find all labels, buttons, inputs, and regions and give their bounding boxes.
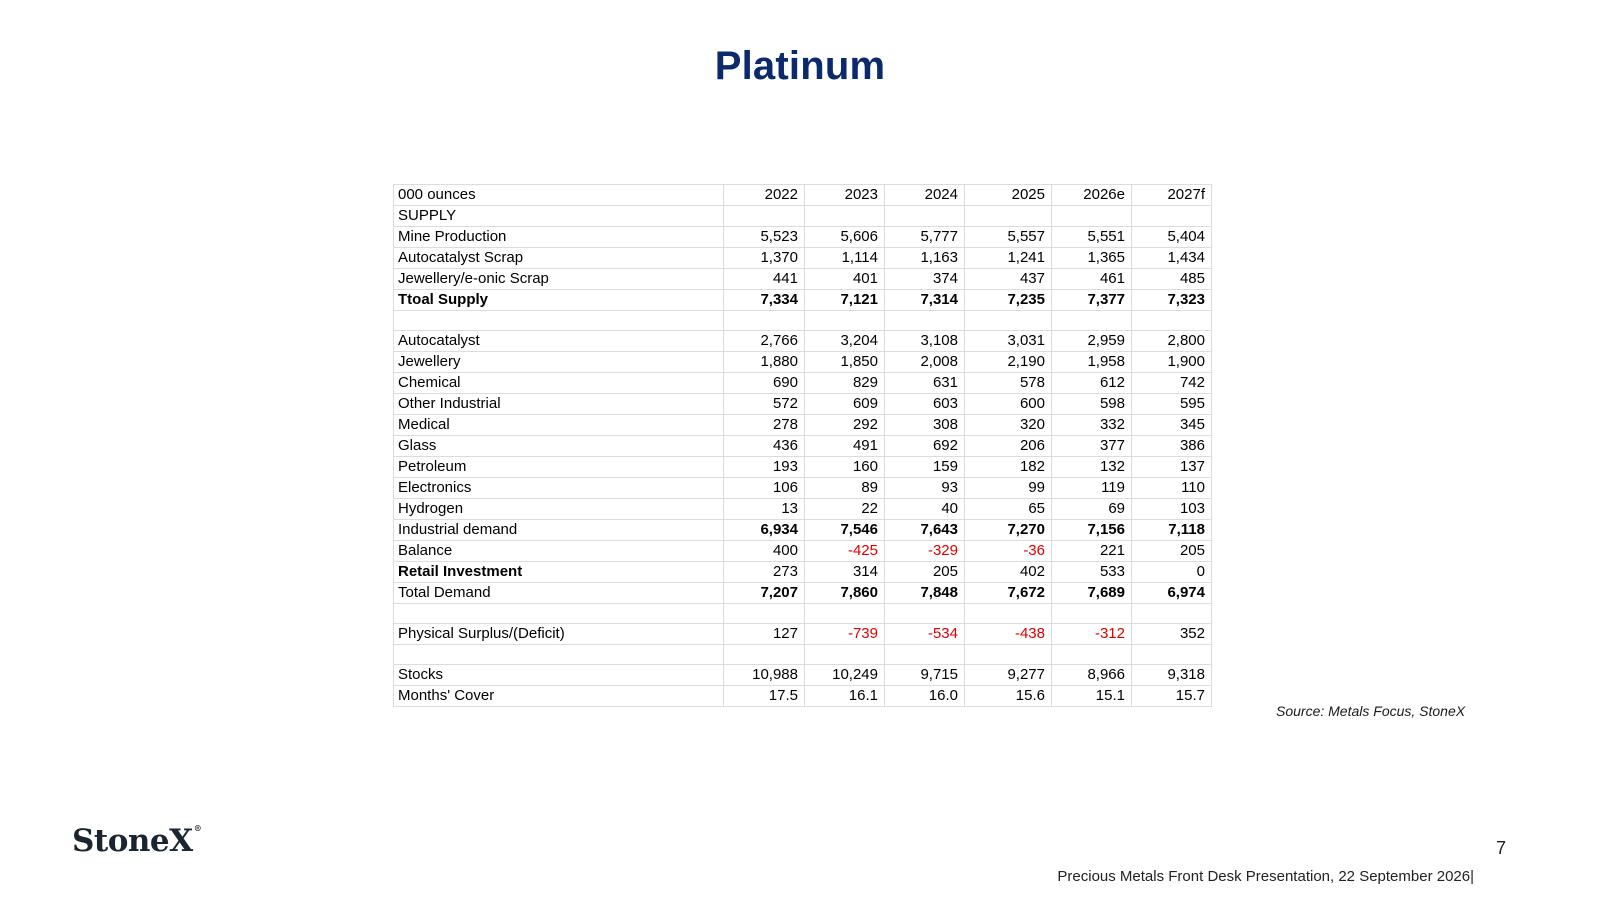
value-cell: 1,114 [805,248,885,269]
header-cell-year: 2027f [1132,185,1212,206]
value-cell: 7,314 [885,290,965,311]
value-cell: 400 [724,541,805,562]
value-cell: 7,235 [965,290,1052,311]
value-cell: 40 [885,499,965,520]
row-label: Other Industrial [394,394,724,415]
value-cell: 1,434 [1132,248,1212,269]
value-cell: 7,643 [885,520,965,541]
value-cell: 1,900 [1132,352,1212,373]
value-cell: 160 [805,457,885,478]
page-title: Platinum [714,44,886,88]
value-cell: 103 [1132,499,1212,520]
value-cell [885,206,965,227]
row-label: Medical [394,415,724,436]
value-cell: 5,404 [1132,227,1212,248]
value-cell: 7,546 [805,520,885,541]
value-cell: 15.6 [965,686,1052,707]
row-label [394,311,724,331]
header-cell-year: 2026e [1052,185,1132,206]
table-row [394,394,1212,415]
value-cell: 386 [1132,436,1212,457]
row-label: Stocks [394,665,724,686]
value-cell [724,311,805,331]
value-cell [965,604,1052,624]
value-cell: 10,988 [724,665,805,686]
value-cell [1132,206,1212,227]
value-cell [805,604,885,624]
value-cell: 595 [1132,394,1212,415]
table-row [394,331,1212,352]
value-cell [724,604,805,624]
value-cell: 692 [885,436,965,457]
value-cell: 441 [724,269,805,290]
value-cell [1132,645,1212,665]
value-cell [724,206,805,227]
value-cell [1052,311,1132,331]
value-cell: 7,860 [805,583,885,604]
value-cell: 273 [724,562,805,583]
value-cell: -36 [965,541,1052,562]
value-cell: 15.7 [1132,686,1212,707]
value-cell: 572 [724,394,805,415]
value-cell: 5,606 [805,227,885,248]
value-cell: 436 [724,436,805,457]
value-cell: 206 [965,436,1052,457]
value-cell: 7,121 [805,290,885,311]
table-row [394,645,1212,665]
value-cell: 7,689 [1052,583,1132,604]
value-cell: 221 [1052,541,1132,562]
value-cell: 612 [1052,373,1132,394]
value-cell: 5,523 [724,227,805,248]
page-number: 7 [1496,838,1507,858]
value-cell: 332 [1052,415,1132,436]
value-cell: 345 [1132,415,1212,436]
value-cell [805,645,885,665]
table-row [394,290,1212,311]
value-cell: 533 [1052,562,1132,583]
value-cell [965,206,1052,227]
value-cell: -534 [885,624,965,645]
value-cell: 2,800 [1132,331,1212,352]
value-cell: 2,008 [885,352,965,373]
row-label: Hydrogen [394,499,724,520]
value-cell: 7,323 [1132,290,1212,311]
value-cell: 10,249 [805,665,885,686]
value-cell [885,311,965,331]
value-cell: 1,241 [965,248,1052,269]
table-row [394,415,1212,436]
table-row [394,436,1212,457]
value-cell: 5,551 [1052,227,1132,248]
table-row [394,665,1212,686]
value-cell: 205 [1132,541,1212,562]
value-cell: 314 [805,562,885,583]
value-cell [1052,206,1132,227]
value-cell: 69 [1052,499,1132,520]
value-cell: -739 [805,624,885,645]
table-row [394,686,1212,707]
row-label: Autocatalyst Scrap [394,248,724,269]
header-cell-year: 2025 [965,185,1052,206]
value-cell: 1,880 [724,352,805,373]
value-cell: 9,715 [885,665,965,686]
value-cell: 1,958 [1052,352,1132,373]
value-cell: 401 [805,269,885,290]
value-cell: -425 [805,541,885,562]
value-cell: 9,277 [965,665,1052,686]
value-cell: 119 [1052,478,1132,499]
table-row [394,269,1212,290]
value-cell: 3,108 [885,331,965,352]
value-cell: 1,365 [1052,248,1132,269]
value-cell: 308 [885,415,965,436]
row-label [394,604,724,624]
logo-text: StoneX [72,823,193,859]
value-cell: 829 [805,373,885,394]
value-cell: 65 [965,499,1052,520]
row-label: Total Demand [394,583,724,604]
value-cell: 578 [965,373,1052,394]
value-cell: 17.5 [724,686,805,707]
value-cell: 193 [724,457,805,478]
value-cell: 377 [1052,436,1132,457]
header-cell-year: 2022 [724,185,805,206]
value-cell: -312 [1052,624,1132,645]
table-header-row [394,185,1212,206]
row-label: SUPPLY [394,206,724,227]
value-cell: 1,163 [885,248,965,269]
value-cell: 2,959 [1052,331,1132,352]
value-cell [965,311,1052,331]
table-row [394,457,1212,478]
value-cell: 22 [805,499,885,520]
value-cell: 461 [1052,269,1132,290]
table-row [394,373,1212,394]
table-body [394,185,1212,707]
value-cell: 7,118 [1132,520,1212,541]
table-row [394,206,1212,227]
table-row [394,352,1212,373]
table-row [394,541,1212,562]
value-cell: 1,850 [805,352,885,373]
table-row [394,499,1212,520]
value-cell: 5,557 [965,227,1052,248]
value-cell: 7,156 [1052,520,1132,541]
value-cell [1052,645,1132,665]
value-cell: 598 [1052,394,1132,415]
table-row [394,227,1212,248]
value-cell: 320 [965,415,1052,436]
value-cell: 600 [965,394,1052,415]
value-cell: 690 [724,373,805,394]
value-cell: 7,270 [965,520,1052,541]
value-cell [885,604,965,624]
value-cell: 16.1 [805,686,885,707]
value-cell: 13 [724,499,805,520]
source-note: Source: Metals Focus, StoneX [1276,703,1466,719]
row-label: Electronics [394,478,724,499]
header-cell-year: 2024 [885,185,965,206]
value-cell: 5,777 [885,227,965,248]
value-cell [1132,311,1212,331]
value-cell: 609 [805,394,885,415]
value-cell: 137 [1132,457,1212,478]
registered-mark: ® [193,823,202,833]
value-cell: 159 [885,457,965,478]
value-cell: 99 [965,478,1052,499]
value-cell: 7,207 [724,583,805,604]
table-row [394,311,1212,331]
table-row [394,604,1212,624]
value-cell [805,206,885,227]
value-cell: 374 [885,269,965,290]
value-cell: 89 [805,478,885,499]
value-cell: 402 [965,562,1052,583]
value-cell: 205 [885,562,965,583]
value-cell [805,311,885,331]
value-cell: 182 [965,457,1052,478]
row-label: Petroleum [394,457,724,478]
row-label: Mine Production [394,227,724,248]
value-cell: 631 [885,373,965,394]
value-cell: 742 [1132,373,1212,394]
value-cell [965,645,1052,665]
value-cell: 15.1 [1052,686,1132,707]
value-cell: 352 [1132,624,1212,645]
header-cell-year: 2023 [805,185,885,206]
row-label: Jewellery [394,352,724,373]
value-cell: 6,934 [724,520,805,541]
row-label: Months' Cover [394,686,724,707]
row-label: Autocatalyst [394,331,724,352]
value-cell: 106 [724,478,805,499]
value-cell: 491 [805,436,885,457]
value-cell: 1,370 [724,248,805,269]
value-cell: 6,974 [1132,583,1212,604]
value-cell: 437 [965,269,1052,290]
value-cell: 93 [885,478,965,499]
value-cell: 0 [1132,562,1212,583]
row-label: Jewellery/e-onic Scrap [394,269,724,290]
value-cell: 292 [805,415,885,436]
value-cell: 3,204 [805,331,885,352]
value-cell: -438 [965,624,1052,645]
value-cell: 2,766 [724,331,805,352]
value-cell: 127 [724,624,805,645]
table-row [394,624,1212,645]
row-label: Physical Surplus/(Deficit) [394,624,724,645]
value-cell: 7,377 [1052,290,1132,311]
value-cell [1052,604,1132,624]
value-cell: 16.0 [885,686,965,707]
stonex-logo [72,823,201,859]
row-label [394,645,724,665]
value-cell: 110 [1132,478,1212,499]
row-label: Balance [394,541,724,562]
row-label: Chemical [394,373,724,394]
value-cell: 278 [724,415,805,436]
row-label: Industrial demand [394,520,724,541]
value-cell: 2,190 [965,352,1052,373]
value-cell [724,645,805,665]
table-row [394,562,1212,583]
value-cell: 485 [1132,269,1212,290]
row-label: Retail Investment [394,562,724,583]
table-row [394,583,1212,604]
value-cell: 9,318 [1132,665,1212,686]
value-cell [1132,604,1212,624]
footer-text: Precious Metals Front Desk Presentation, 22 September 2026| [1057,868,1474,885]
row-label: Ttoal Supply [394,290,724,311]
table-row [394,520,1212,541]
value-cell: 7,334 [724,290,805,311]
value-cell: -329 [885,541,965,562]
header-cell-unit: 000 ounces [394,185,724,206]
platinum-supply-demand-table [393,184,1212,707]
value-cell: 132 [1052,457,1132,478]
value-cell: 7,672 [965,583,1052,604]
value-cell: 3,031 [965,331,1052,352]
table-row [394,478,1212,499]
value-cell: 603 [885,394,965,415]
row-label: Glass [394,436,724,457]
table-row [394,248,1212,269]
value-cell: 7,848 [885,583,965,604]
value-cell [885,645,965,665]
value-cell: 8,966 [1052,665,1132,686]
